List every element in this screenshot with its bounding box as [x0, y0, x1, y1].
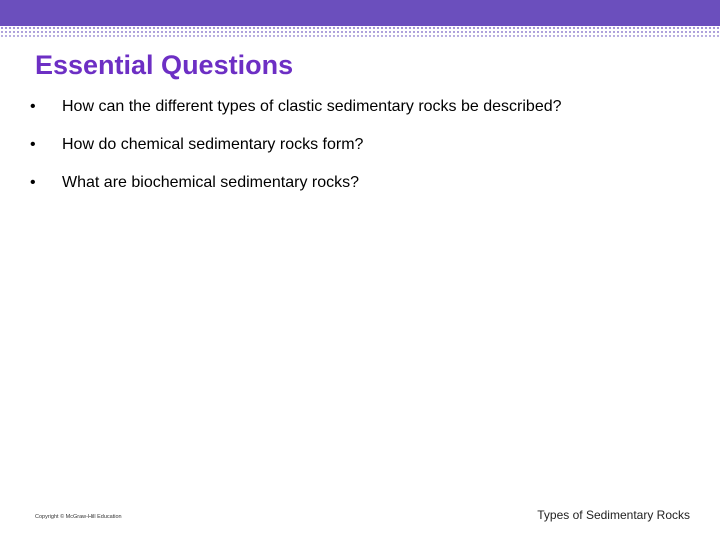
bullet-item: [30, 134, 690, 172]
bullet-marker: •: [30, 98, 36, 115]
bullet-marker: •: [30, 136, 36, 153]
slide-title: Essential Questions: [35, 50, 294, 80]
bullet-list: [30, 96, 690, 210]
copyright-notice: Copyright © McGraw-Hill Education: [35, 514, 122, 520]
bullet-text: What are biochemical sedimentary rocks?: [62, 174, 360, 191]
bullet-text: How can the different types of clastic sedimentary rocks be described?: [62, 98, 562, 115]
bullet-text: How do chemical sedimentary rocks form?: [62, 136, 364, 153]
footer-topic: Types of Sedimentary Rocks: [537, 508, 690, 522]
bullet-item: [30, 96, 690, 134]
header-bar: [0, 0, 720, 26]
bullet-marker: •: [30, 174, 36, 191]
dotted-band: [0, 26, 720, 38]
bullet-item: [30, 172, 690, 210]
